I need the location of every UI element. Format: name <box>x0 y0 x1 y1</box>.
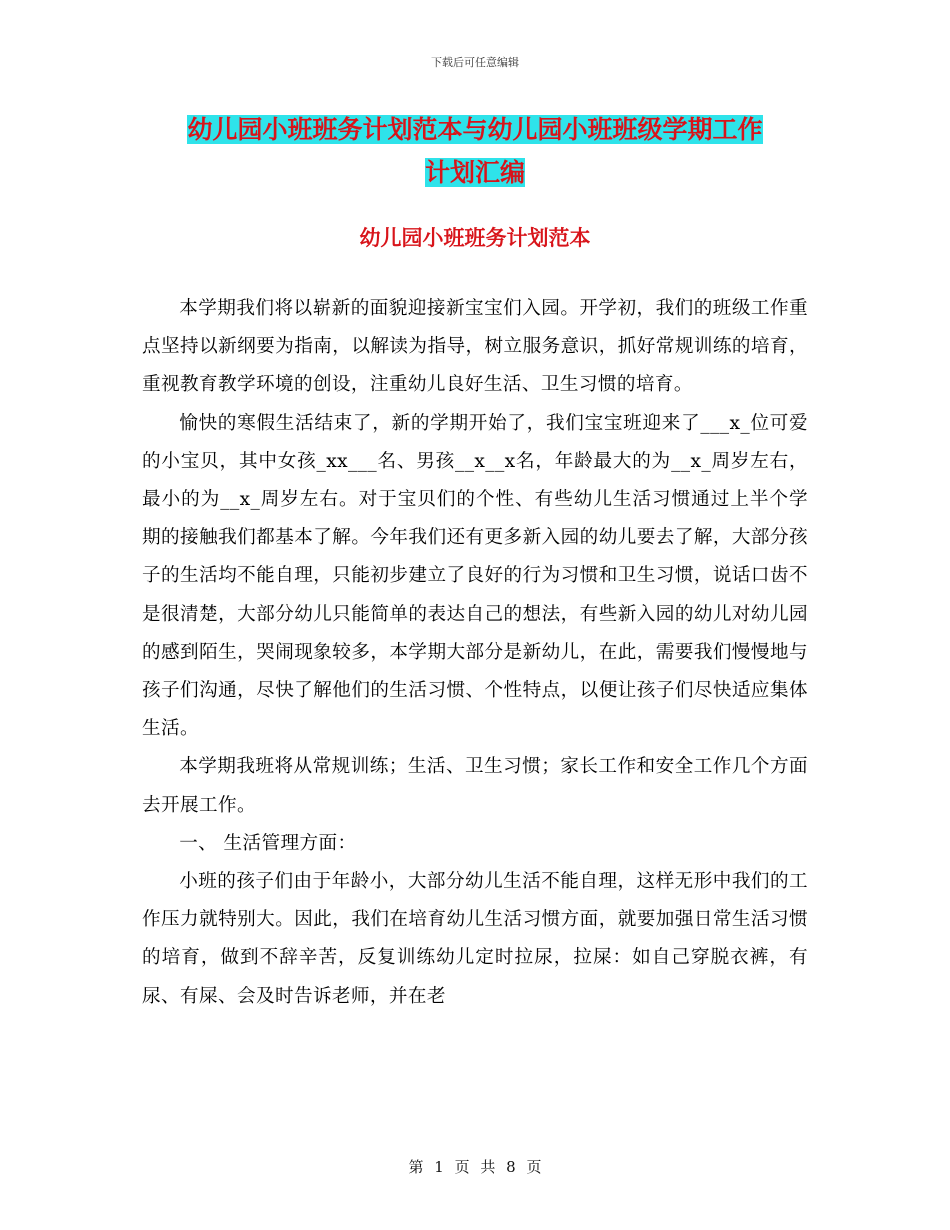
paragraph: 本学期我们将以崭新的面貌迎接新宝宝们入园。开学初，我们的班级工作重点坚持以新纲要为指南，以解读为指导，树立服务意识，抓好常规训练的培育，重视教育教学环境的创设，注重幼儿良好生活、卫生习惯的培育。 <box>142 298 808 396</box>
section-heading: 一、 生活管理方面： <box>179 832 357 854</box>
document-title-line-1: 幼儿园小班班务计划范本与幼儿园小班班级学期工作 <box>187 115 763 144</box>
document-title <box>150 108 800 194</box>
section-title: 幼儿园小班班务计划范本 <box>359 226 591 250</box>
body-text <box>142 290 808 1016</box>
paragraph: 本学期我班将从常规训练；生活、卫生习惯；家长工作和安全工作几个方面去开展工作。 <box>142 756 808 816</box>
paragraph: 愉快的寒假生活结束了，新的学期开始了，我们宝宝班迎来了___x_位可爱的小宝贝，其中女孩_xx___名、男孩__x__x名，年龄最大的为__x_周岁左右，最小的为__x_周岁左右。对于宝贝们的个性、有些幼儿生活习惯通过上半个学期的接触我们都基本了解。今年我们还有更多新入园的幼儿要去了解，大部分孩子的生活均不能自理，只能初步建立了良好的行为习惯和卫生习惯，说话口齿不是很清楚，大部分幼儿只能简单的表达自己的想法，有些新入园的幼儿对幼儿园的感到陌生，哭闹现象较多，本学期大部分是新幼儿，在此，需要我们慢慢地与孩子们沟通，尽快了解他们的生活习惯、个性特点，以便让孩子们尽快适应集体生活。 <box>142 412 808 740</box>
paragraph: 小班的孩子们由于年龄小，大部分幼儿生活不能自理，这样无形中我们的工作压力就特别大。因此，我们在培育幼儿生活习惯方面，就要加强日常生活习惯的培育，做到不辞辛苦，反复训练幼儿定时拉尿，拉屎：如自己穿脱衣裤，有尿、有屎、会及时告诉老师，并在老 <box>142 871 808 1007</box>
header-note: 下载后可任意编辑 <box>431 56 519 69</box>
page-footer: 第 1 页 共 8 页 <box>408 1158 542 1176</box>
document-title-line-2: 计划汇编 <box>424 158 525 187</box>
